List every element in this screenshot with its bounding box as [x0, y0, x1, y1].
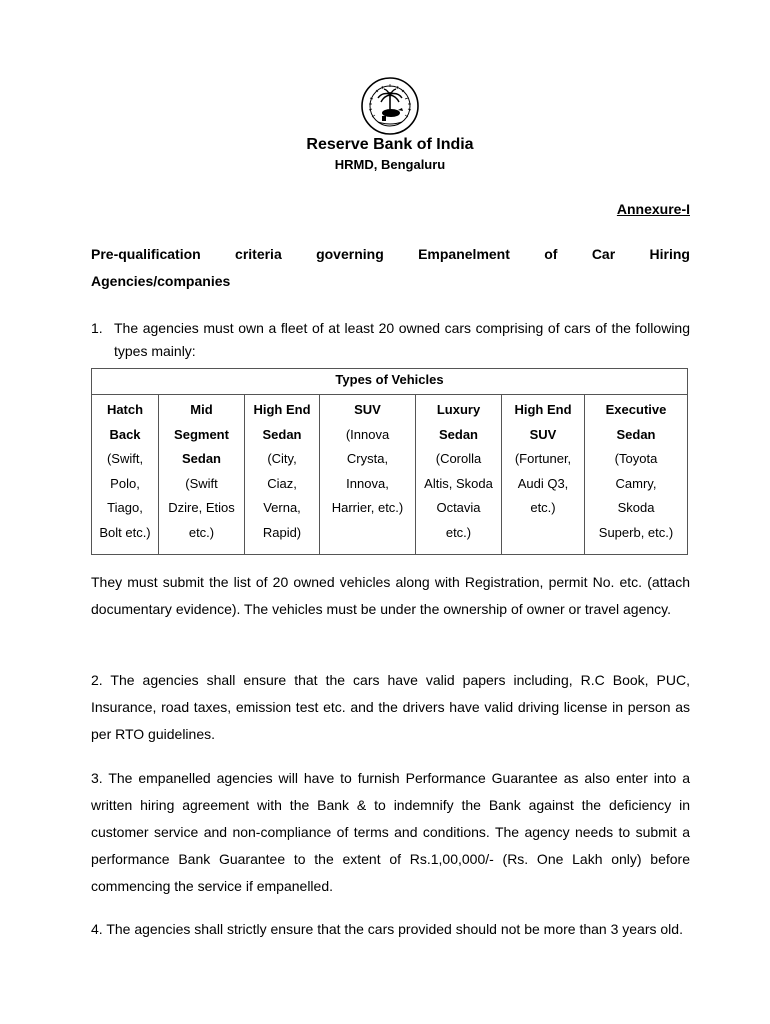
criterion-1 [91, 317, 690, 363]
vehicle-column-suv [320, 395, 416, 555]
heading-word: Empanelment [418, 246, 510, 262]
vehicle-type-label: High End [253, 402, 311, 417]
vehicle-type-label: SUV [354, 402, 381, 417]
vehicle-column-high-end-suv [502, 395, 585, 555]
criterion-4-paragraph: 4. The agencies shall strictly ensure that the cars provided should not be more than 3 years old. [91, 921, 683, 937]
heading-word: of [544, 246, 558, 262]
vehicle-type-label: Luxury [436, 402, 481, 417]
vehicle-column-executive-sedan [585, 395, 688, 555]
vehicle-example: Polo, [110, 475, 140, 491]
criterion-1-number: 1. [91, 320, 103, 336]
vehicle-type-label: Segment [174, 426, 229, 442]
vehicle-example: Octavia [436, 500, 481, 516]
vehicle-example: etc.) [445, 524, 472, 540]
vehicle-example: (Fortuner, [514, 451, 572, 467]
vehicle-example: Innova, [346, 475, 389, 491]
vehicle-type-label: Sedan [262, 426, 302, 442]
criterion-3-paragraph: 3. The empanelled agencies will have to furnish Performance Guarantee as also enter into a written hiring agreement with the Bank & to indemnify the Bank against the deficiency in customer service and non-compliance of terms and conditions. The agency needs to submit a performance Bank Guarantee to the extent of Rs.1,00,000/- (Rs. One Lakh only) before commencing the service if empanelled. [91, 770, 690, 894]
vehicle-example: Tiago, [107, 500, 143, 516]
annexure-label: Annexure-I [616, 201, 690, 217]
vehicle-types-table [91, 368, 688, 555]
vehicle-example: (Swift [185, 475, 218, 491]
vehicle-type-label: Sedan [438, 426, 478, 442]
vehicle-example: Crysta, [346, 451, 389, 467]
vehicle-example: Superb, etc.) [598, 524, 674, 540]
vehicle-column-luxury-sedan [416, 395, 502, 555]
vehicle-type-label: Back [109, 426, 141, 442]
vehicle-example: Bolt etc.) [99, 524, 151, 540]
vehicle-example: (Swift, [106, 451, 144, 467]
vehicle-example: (Corolla [435, 451, 482, 467]
vehicle-type-label: Mid [190, 402, 213, 417]
document-heading [91, 246, 690, 262]
vehicle-type-label: High End [514, 402, 572, 417]
vehicle-example: Ciaz, [267, 475, 297, 491]
vehicle-column-mid-segment-sedan [159, 395, 245, 555]
vehicle-type-label: Sedan [181, 451, 221, 467]
heading-word: Car [591, 246, 616, 262]
heading-word: criteria [235, 246, 282, 262]
vehicle-example: Audi Q3, [517, 475, 569, 491]
heading-word: Pre-qualification [91, 246, 201, 262]
vehicle-example: Rapid) [262, 524, 302, 540]
vehicle-type-label: Executive [605, 402, 667, 417]
vehicle-example: Dzire, Etios [168, 500, 235, 516]
vehicle-type-label: Sedan [616, 426, 656, 442]
organization-subtitle: HRMD, Bengaluru [334, 157, 446, 172]
vehicle-example: Verna, [263, 500, 301, 516]
vehicle-example: (Innova [345, 426, 390, 442]
vehicle-type-label: Hatch [106, 402, 144, 417]
owned-vehicles-paragraph: They must submit the list of 20 owned vehicles along with Registration, permit No. etc. (attach documentary evidence). The vehicles must be under the ownership of owner or travel agency. [91, 574, 690, 617]
vehicle-example: Skoda [617, 500, 655, 516]
vehicle-column-high-end-sedan [245, 395, 320, 555]
rbi-emblem-icon [360, 76, 420, 136]
heading-word: Hiring [649, 246, 690, 262]
vehicle-type-label: SUV [529, 426, 557, 442]
organization-title: Reserve Bank of India [306, 136, 474, 153]
vehicle-example: Altis, Skoda [424, 475, 493, 491]
vehicle-example: etc.) [188, 524, 215, 540]
vehicle-example: (Toyota [614, 451, 658, 467]
vehicle-example: (City, [267, 451, 297, 467]
vehicle-example: Harrier, etc.) [331, 500, 404, 516]
criterion-2-paragraph: 2. The agencies shall ensure that the cars have valid papers including, R.C Book, PUC, Insurance, road taxes, emission test etc. and the drivers have valid driving license in person as per RTO guidelines. [91, 672, 690, 742]
heading-word: governing [316, 246, 384, 262]
vehicle-example: etc.) [530, 500, 556, 516]
vehicle-example: Camry, [615, 475, 657, 491]
document-heading-line2: Agencies/companies [91, 273, 231, 289]
criterion-1-text: The agencies must own a fleet of at least 20 owned cars comprising of cars of the following types mainly: [114, 320, 690, 359]
vehicle-column-hatchback [92, 395, 159, 555]
vehicle-table-caption: Types of Vehicles [92, 369, 688, 395]
